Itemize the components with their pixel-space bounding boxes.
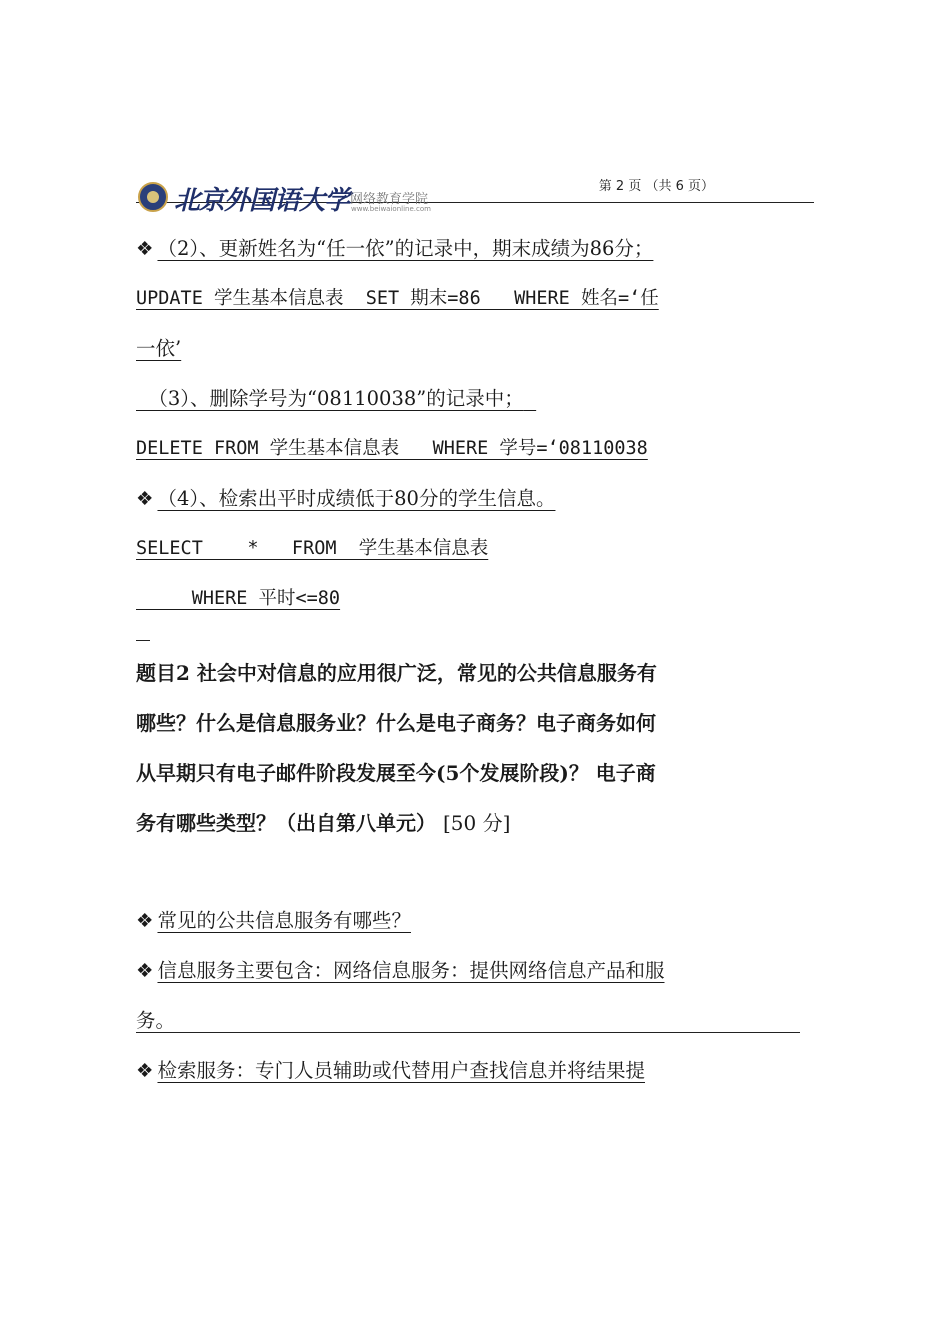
answer-line [136, 958, 665, 984]
logo-url: www.beiwaionline.com [351, 205, 431, 213]
answer-line: 务。 [136, 1009, 176, 1032]
question-line: 题目2 社会中对信息的应用很广泛，常见的公共信息服务有 [136, 661, 657, 685]
text-line [136, 386, 536, 412]
line-text: （4）、检索出平时成绩低于80分的学生信息。 [157, 487, 556, 510]
bullet-icon: ❖ [136, 237, 154, 260]
university-logo [136, 178, 466, 218]
underline-rule [136, 1032, 800, 1033]
bullet-icon: ❖ [136, 487, 154, 510]
question-score: [50 分] [442, 811, 511, 835]
page-header [136, 178, 814, 216]
page-indicator: 第 2 页 （共 6 页） [598, 179, 714, 194]
text-line [136, 486, 555, 512]
bullet-icon: ❖ [136, 1059, 154, 1082]
text-line [136, 236, 653, 262]
question-line [136, 810, 510, 836]
code-line: UPDATE 学生基本信息表 SET 期末=86 WHERE 姓名=‘任 [136, 288, 659, 309]
line-text: 检索服务：专门人员辅助或代替用户查找信息并将结果提 [157, 1059, 645, 1082]
code-line: SELECT * FROM 学生基本信息表 [136, 538, 489, 559]
text-line: 一依’ [136, 337, 182, 360]
bullet-icon: ❖ [136, 909, 154, 932]
question-text: 务有哪些类型？（出自第八单元） [136, 811, 436, 835]
logo-text: 北京外国语大学 [174, 186, 350, 216]
answer-line [136, 908, 411, 934]
code-line: DELETE FROM 学生基本信息表 WHERE 学号=‘08110038 [136, 438, 648, 459]
bullet-icon: ❖ [136, 959, 154, 982]
line-text: 常见的公共信息服务有哪些？ [157, 909, 411, 932]
line-text: （2）、更新姓名为“任一依”的记录中，期末成绩为86分； [157, 237, 654, 260]
line-text: （3）、删除学号为“08110038”的记录中； [136, 387, 524, 410]
code-line: WHERE 平时<=80 [136, 588, 341, 609]
logo-subtitle: 网络教育学院 [350, 192, 429, 207]
divider [136, 640, 150, 641]
line-text: 信息服务主要包含：网络信息服务：提供网络信息产品和服 [157, 959, 665, 982]
answer-line [136, 1058, 645, 1084]
question-line: 从早期只有电子邮件阶段发展至今(5个发展阶段)？ 电子商 [136, 761, 656, 785]
question-line: 哪些？什么是信息服务业？什么是电子商务？电子商务如何 [136, 711, 656, 735]
emblem-icon [138, 182, 168, 212]
